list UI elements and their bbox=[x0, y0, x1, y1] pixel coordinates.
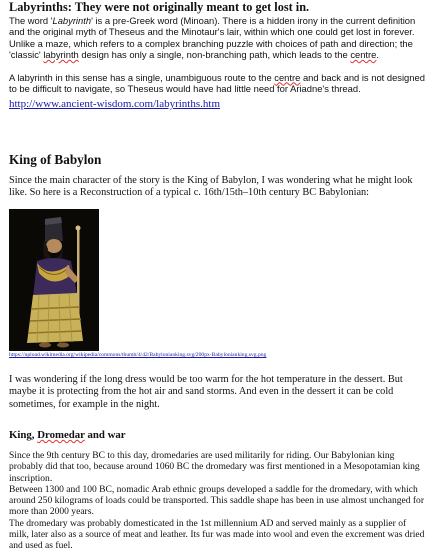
ancient-wisdom-link[interactable]: http://www.ancient-wisdom.com/labyrinths.htm bbox=[9, 98, 221, 111]
babylonian-king-illustration bbox=[9, 209, 99, 351]
babylonian-king-image bbox=[9, 209, 99, 351]
king-of-babylon-heading: King of Babylon bbox=[9, 152, 102, 167]
text-run: . bbox=[376, 49, 379, 61]
image-source-link[interactable]: https://upload.wikimedia.org/wikipedia/commons/thumb/4/42/Babylonianking.svg/200px-Babylonianking.svg.png bbox=[9, 352, 267, 358]
dromedary-paragraph-3: The dromedary was probably domesticated in the 1st millennium AD and served mainly as a supplier of milk, later also as a source of meat and leather. Its fur was made into wool and even the excrement was dried and used as fuel. bbox=[9, 517, 425, 552]
dromedary-paragraph-1: Since the 9th century BC to this day, dromedaries are used militarily for riding. Our Babylonian king probably did that too, because around 1060 BC the dromedary was first mentioned in a Mesopotamian king inscription. bbox=[9, 450, 420, 484]
king-dromedar-war-heading bbox=[9, 429, 126, 441]
text-run: King, bbox=[9, 429, 38, 441]
misspelled-centre: centre bbox=[274, 71, 301, 83]
misspelled-labyrinth: labyrinth bbox=[43, 49, 79, 61]
text-run: design has only a single, non-branching path, which leads to the bbox=[78, 49, 351, 61]
text-run: and back and is not designed to be difficult to navigate, so Theseus would have had little need for Ariadne's thread. bbox=[9, 71, 425, 95]
misspelled-dromedar: Dromedar bbox=[37, 429, 85, 441]
dromedary-paragraph-2: Between 1300 and 100 BC, nomadic Arab ethnic groups developed a saddle for the dromedary, with which around 250 kilograms of loads could be transported. This saddle shape has been in use almost unchanged for more than 2000 years. bbox=[9, 483, 425, 518]
text-run: The word ' bbox=[9, 15, 53, 26]
misspelled-centre: centre bbox=[350, 49, 377, 61]
long-dress-paragraph: I was wondering if the long dress would be too warm for the hot temperature in the dessert. But maybe it is protecting from the hot air and sand storms. And even in the dessert it can be cold sometimes, for example in the night. bbox=[9, 374, 403, 410]
text-run: and war bbox=[84, 429, 126, 441]
text-run: A labyrinth in this sense has a single, unambiguous route to the bbox=[9, 71, 275, 83]
labyrinth-word: Labyrinth bbox=[52, 15, 92, 26]
labyrinth-paragraph-2 bbox=[9, 72, 427, 95]
labyrinth-section bbox=[9, 0, 427, 112]
labyrinth-heading: Labyrinths: They were not originally meant to get lost in. bbox=[9, 0, 310, 14]
text-run: ' is a pre-Greek word (Minoan). There is a hidden irony in the current definition and the original myth of Theseus and the Minotaur's lair, within which one could get lost in forever. Unlike a maze, which refers to a complex branching puzzle with choices of path and direction; the 'classic' bbox=[9, 15, 416, 61]
dromedary-paragraphs bbox=[9, 450, 427, 552]
king-intro-paragraph: Since the main character of the story is the King of Babylon, I was wondering what he might look like. So here is a Reconstruction of a typical c. 16th/15th–10th century BC Babylonian: bbox=[9, 175, 413, 199]
labyrinth-paragraph-1 bbox=[9, 15, 427, 61]
